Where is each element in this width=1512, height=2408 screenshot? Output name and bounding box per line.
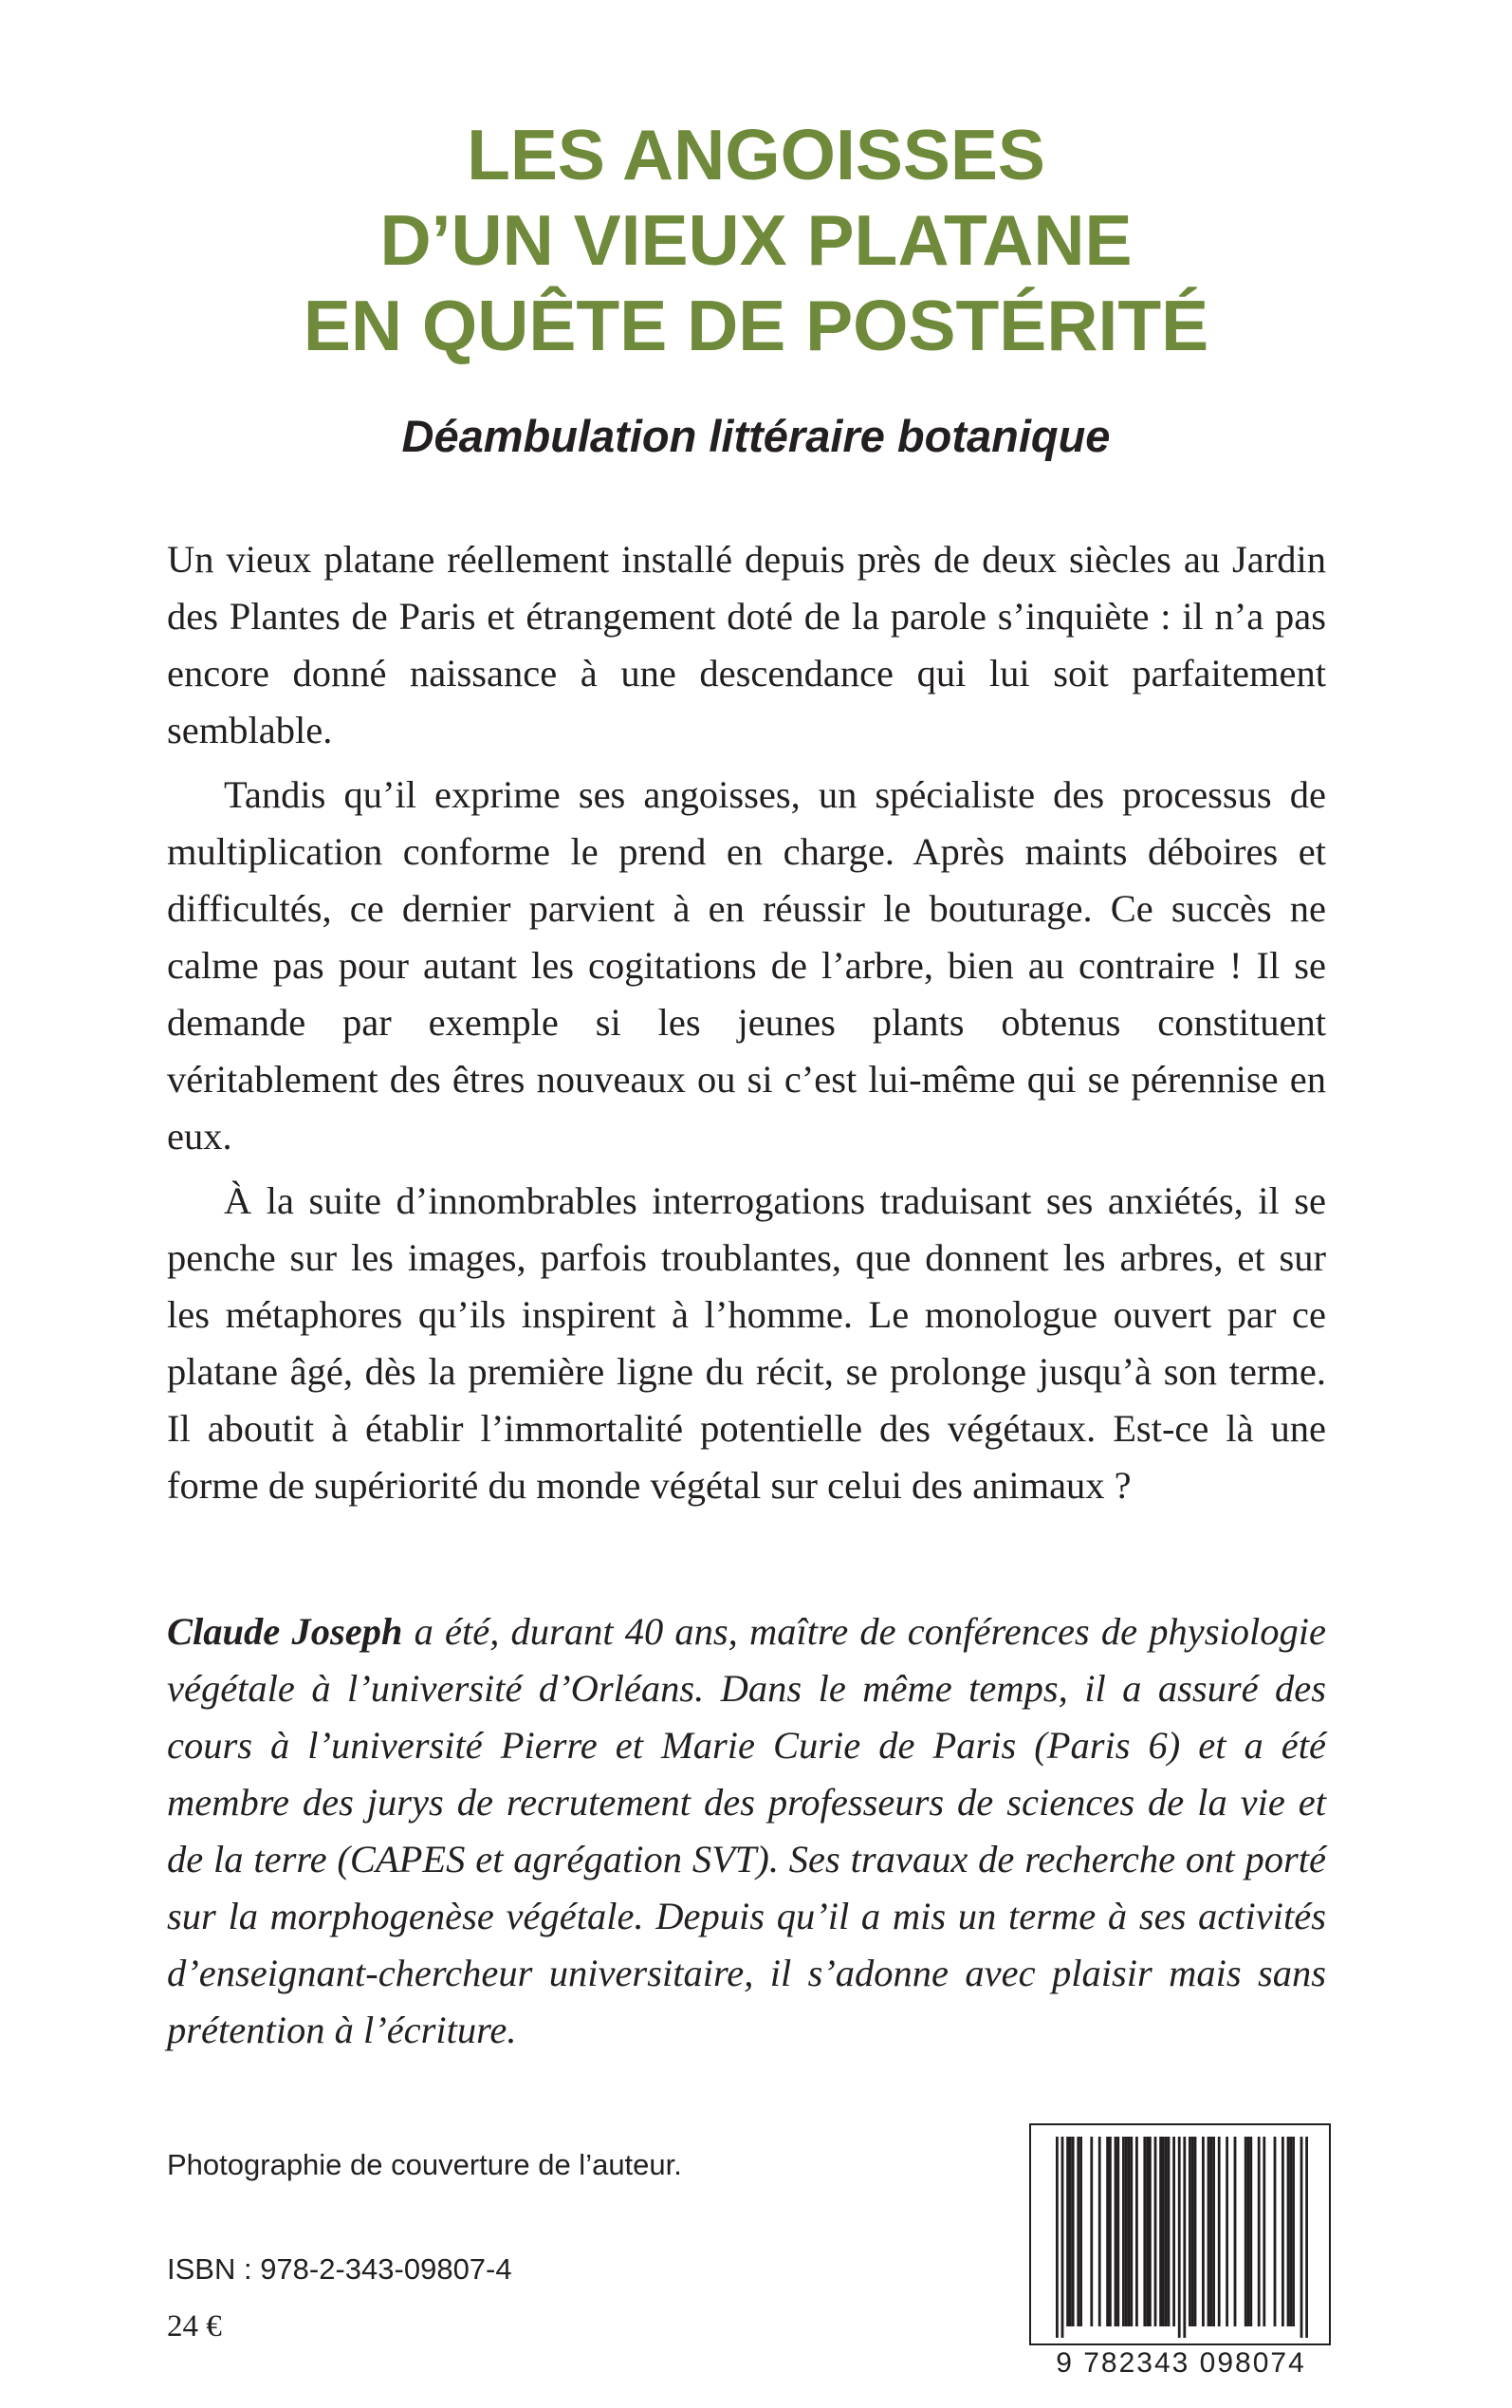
barcode-bar	[1079, 2137, 1082, 2326]
barcode-bar	[1130, 2137, 1133, 2326]
barcode-bar	[1300, 2137, 1303, 2338]
isbn: ISBN : 978-2-343-09807-4	[167, 2252, 512, 2286]
barcode-bar	[1115, 2137, 1117, 2326]
barcode-bar	[1109, 2137, 1112, 2326]
barcode-bar	[1168, 2137, 1171, 2326]
barcode-bars	[1031, 2125, 1333, 2347]
barcode-bar	[1245, 2137, 1247, 2326]
photo-credit: Photographie de couverture de l’auteur.	[167, 2148, 682, 2181]
title-line-1: LES ANGOISSES	[467, 115, 1045, 194]
barcode-bar	[1218, 2137, 1221, 2326]
book-title	[0, 112, 1512, 368]
book-subtitle: Déambulation littéraire botanique	[401, 411, 1111, 461]
barcode-bar	[1066, 2137, 1069, 2326]
title-line-3: EN QUÊTE DE POSTÉRITÉ	[303, 286, 1209, 365]
price: 24 €	[167, 2309, 222, 2343]
barcode-bar	[1287, 2137, 1290, 2326]
blurb-paragraph-2: Tandis qu’il exprime ses angoisses, un spécialiste des processus de multiplication conforme le prend en charge. Après maints déboires et difficultés, ce dernier parvient à en réussir le bouturage. Ce succès ne calme pas pour autant les cogitations de l’arbre, bien au contraire ! Il se demande par exemple si les jeunes plants obtenus constituent véritablement des êtres nouveaux ou si c’est lui-même qui se pérennise en eux.	[167, 773, 1326, 1158]
barcode-bar	[1061, 2137, 1064, 2338]
barcode-bar	[1234, 2137, 1237, 2326]
barcode-bar	[1154, 2137, 1157, 2326]
blurb-paragraph-1: Un vieux platane réellement installé depuis près de deux siècles au Jardin des Plantes de Paris et étrangement doté de la parole s’inquiète : il n’a pas encore donné naissance à une descendance qui lui soit parfaitement semblable.	[167, 538, 1326, 751]
barcode-bar	[1226, 2137, 1228, 2326]
title-line-2: D’UN VIEUX PLATANE	[379, 200, 1133, 280]
barcode-bar	[1202, 2137, 1205, 2326]
barcode-bar	[1191, 2137, 1194, 2326]
barcode-bar	[1122, 2137, 1125, 2326]
barcode-bar	[1116, 2137, 1119, 2326]
barcode	[1029, 2123, 1331, 2345]
barcode-bar	[1072, 2137, 1075, 2326]
barcode-bar	[1178, 2137, 1181, 2338]
blurb-paragraph-3: À la suite d’innombrables interrogations traduisant ses anxiétés, il se penche sur les images, parfois troublantes, que donnent les arbres, et sur les métaphores qu’ils inspirent à l’homme. Le monologue ouvert par ce platane âgé, dès la première ligne du récit, se prolonge jusqu’à son terme. Il aboutit à établir l’immortalité potentielle des végétaux. Est-ce là une forme de supériorité du monde végétal sur celui des animaux ?	[167, 1179, 1326, 1507]
barcode-bar	[1249, 2137, 1252, 2326]
barcode-bar	[1165, 2137, 1168, 2326]
barcode-bar	[1183, 2137, 1186, 2338]
barcode-bar	[1149, 2137, 1152, 2326]
back-cover-blurb	[167, 531, 1326, 1522]
barcode-bar	[1263, 2137, 1265, 2326]
barcode-bar	[1258, 2137, 1261, 2326]
barcode-bar	[1282, 2137, 1284, 2326]
barcode-bar	[1172, 2137, 1175, 2326]
barcode-bar	[1162, 2137, 1165, 2326]
barcode-bar	[1135, 2137, 1138, 2326]
barcode-bar	[1292, 2137, 1295, 2326]
barcode-bar	[1143, 2137, 1146, 2326]
barcode-bar	[1194, 2137, 1197, 2326]
barcode-digits: 9 782343 098074	[1056, 2347, 1306, 2379]
barcode-bar	[1209, 2137, 1212, 2326]
author-bio	[167, 1603, 1326, 2059]
barcode-bar	[1128, 2137, 1131, 2326]
barcode-bar	[1289, 2137, 1292, 2326]
barcode-bar	[1146, 2137, 1149, 2326]
barcode-bar	[1106, 2137, 1109, 2326]
barcode-bar	[1056, 2137, 1059, 2338]
author-bio-text: a été, durant 40 ans, maître de conférences de physiologie végétale à l’université d’Orléans. Dans le même temps, il a assuré des cours à l’université Pierre et Marie Curie de Paris (Paris 6) et a été membre des jurys de recrutement des professeurs de sciences de la vie et de la terre (CAPES et agrégation SVT). Ses travaux de recherche ont porté sur la morphogenèse végétale. Depuis qu’il a mis un terme à ses activités d’enseignant-chercheur universitaire, il s’adonne avec plaisir mais sans prétention à l’écriture.	[167, 1610, 1326, 2051]
barcode-bar	[1069, 2137, 1072, 2326]
barcode-bar	[1090, 2137, 1093, 2326]
barcode-bar	[1208, 2137, 1210, 2326]
barcode-bar	[1189, 2137, 1191, 2326]
barcode-bar	[1159, 2137, 1162, 2326]
barcode-bar	[1305, 2137, 1308, 2338]
barcode-bar	[1247, 2137, 1250, 2326]
barcode-bar	[1125, 2137, 1128, 2326]
barcode-bar	[1098, 2137, 1101, 2326]
author-name: Claude Joseph	[167, 1610, 403, 1653]
barcode-bar	[1274, 2137, 1277, 2326]
barcode-bar	[1212, 2137, 1215, 2326]
barcode-bar	[1077, 2137, 1079, 2326]
